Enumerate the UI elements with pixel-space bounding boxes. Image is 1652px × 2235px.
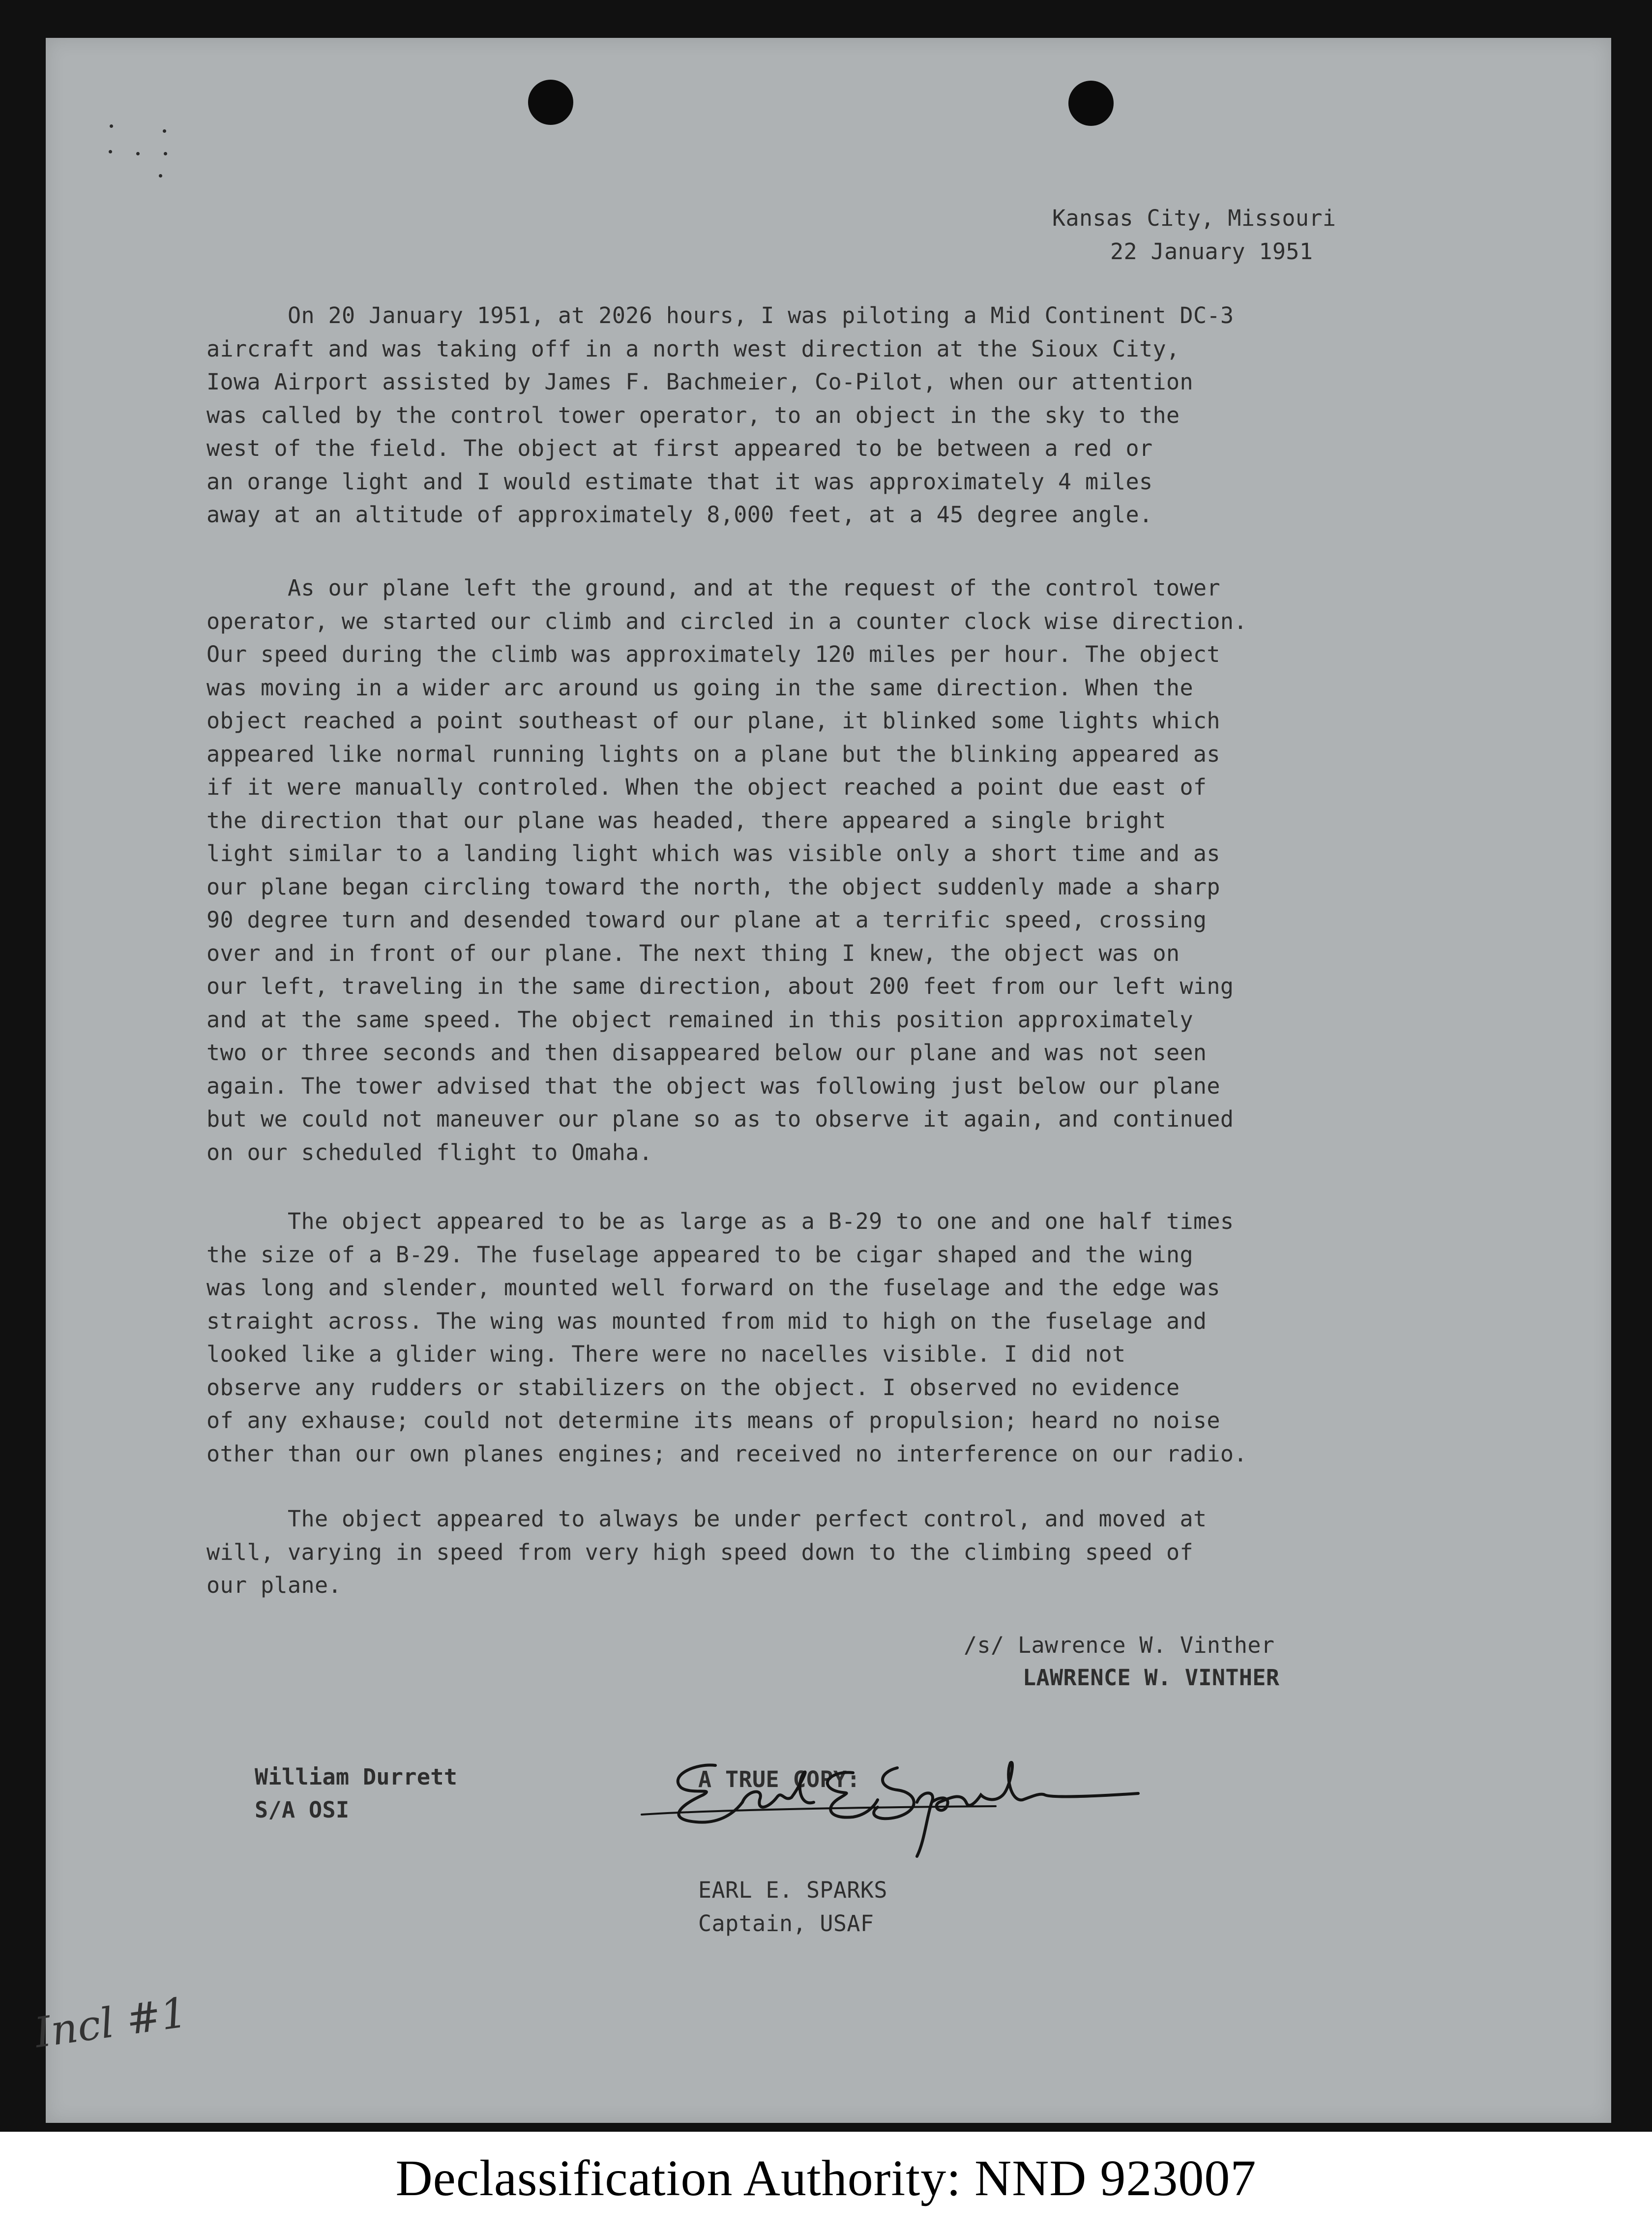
paragraph-3 <box>206 1205 1247 1470</box>
text-line: aircraft and was taking off in a north west direction at the Sioux City, <box>206 335 1180 362</box>
text-line: other than our own planes engines; and received no interference on our radio. <box>206 1440 1247 1467</box>
paragraph-4 <box>206 1502 1207 1602</box>
punch-hole <box>528 80 573 125</box>
text-line: was long and slender, mounted well forward on the fuselage and the edge was <box>206 1275 1220 1301</box>
text-line: our plane began circling toward the north, the object suddenly made a sharp <box>206 873 1220 900</box>
certifier-name: EARL E. SPARKS <box>698 1877 887 1903</box>
header-date: 22 January 1951 <box>1110 238 1313 265</box>
paragraph-1 <box>206 299 1234 532</box>
true-copy-label: A TRUE COPY: <box>698 1766 860 1792</box>
text-line: 90 degree turn and desended toward our plane at a terrific speed, crossing <box>206 907 1207 933</box>
text-line: away at an altitude of approximately 8,000 feet, at a 45 degree angle. <box>206 502 1153 528</box>
text-line: over and in front of our plane. The next thing I knew, the object was on <box>206 940 1180 966</box>
text-line: was called by the control tower operator, to an object in the sky to the <box>206 402 1180 428</box>
text-line: of any exhause; could not determine its means of propulsion; heard no noise <box>206 1407 1220 1433</box>
text-line: an orange light and I would estimate that it was approximately 4 miles <box>206 468 1153 495</box>
text-line: On 20 January 1951, at 2026 hours, I was piloting a Mid Continent DC-3 <box>288 302 1234 328</box>
text-line: straight across. The wing was mounted from mid to high on the fuselage and <box>206 1308 1207 1334</box>
text-line: two or three seconds and then disappeared below our plane and was not seen <box>206 1040 1207 1066</box>
text-line: again. The tower advised that the object was following just below our plane <box>206 1073 1220 1099</box>
signed-line: /s/ Lawrence W. Vinther <box>964 1632 1275 1658</box>
text-line: on our scheduled flight to Omaha. <box>206 1139 653 1165</box>
text-line: operator, we started our climb and circled in a counter clock wise direction. <box>206 608 1247 634</box>
text-line: observe any rudders or stabilizers on the object. I observed no evidence <box>206 1374 1180 1401</box>
text-line: if it were manually controled. When the object reached a point due east of <box>206 774 1207 800</box>
paragraph-2 <box>206 571 1247 1169</box>
text-line: our plane. <box>206 1572 342 1598</box>
enclosure-annotation <box>20 1974 246 2058</box>
text-line: looked like a glider wing. There were no nacelles visible. I did not <box>206 1341 1126 1367</box>
text-line: appeared like normal running lights on a plane but the blinking appeared as <box>206 741 1220 767</box>
witness-title: S/A OSI <box>255 1797 350 1823</box>
header-place: Kansas City, Missouri <box>1052 205 1336 231</box>
speck <box>163 129 166 133</box>
speck <box>110 124 113 128</box>
text-line: the direction that our plane was headed, there appeared a single bright <box>206 807 1166 834</box>
text-line: The object appeared to always be under perfect control, and moved at <box>288 1506 1207 1532</box>
text-line: but we could not maneuver our plane so as to observe it again, and continued <box>206 1106 1234 1132</box>
punch-hole <box>1068 81 1114 126</box>
text-line: The object appeared to be as large as a B-29 to one and one half times <box>288 1208 1234 1234</box>
text-line: Iowa Airport assisted by James F. Bachmeier, Co-Pilot, when our attention <box>206 369 1193 395</box>
text-line: and at the same speed. The object remained in this position approximately <box>206 1006 1193 1033</box>
speck <box>109 150 112 153</box>
text-line: will, varying in speed from very high speed down to the climbing speed of <box>206 1539 1193 1565</box>
handwritten-signature <box>622 1728 1163 1876</box>
text-line: light similar to a landing light which was visible only a short time and as <box>206 840 1220 866</box>
enclosure-annotation-text: Incl #1 <box>31 1988 190 2057</box>
text-line: object reached a point southeast of our plane, it blinked some lights which <box>206 708 1220 734</box>
speck <box>164 152 167 155</box>
witness-name: William Durrett <box>255 1764 458 1790</box>
typed-signer-name: LAWRENCE W. VINTHER <box>1023 1665 1280 1691</box>
text-line: Our speed during the climb was approximately 120 miles per hour. The object <box>206 641 1220 667</box>
speck <box>136 152 140 155</box>
text-line: was moving in a wider arc around us going in the same direction. When the <box>206 674 1193 701</box>
certifier-rank: Captain, USAF <box>698 1910 874 1937</box>
text-line: the size of a B-29. The fuselage appeared to be cigar shaped and the wing <box>206 1241 1193 1268</box>
speck <box>159 174 162 178</box>
declassification-footer: Declassification Authority: NND 923007 <box>395 2150 1257 2206</box>
text-line: west of the field. The object at first appeared to be between a red or <box>206 435 1153 461</box>
text-line: As our plane left the ground, and at the request of the control tower <box>288 575 1220 601</box>
text-line: our left, traveling in the same direction, about 200 feet from our left wing <box>206 973 1234 999</box>
